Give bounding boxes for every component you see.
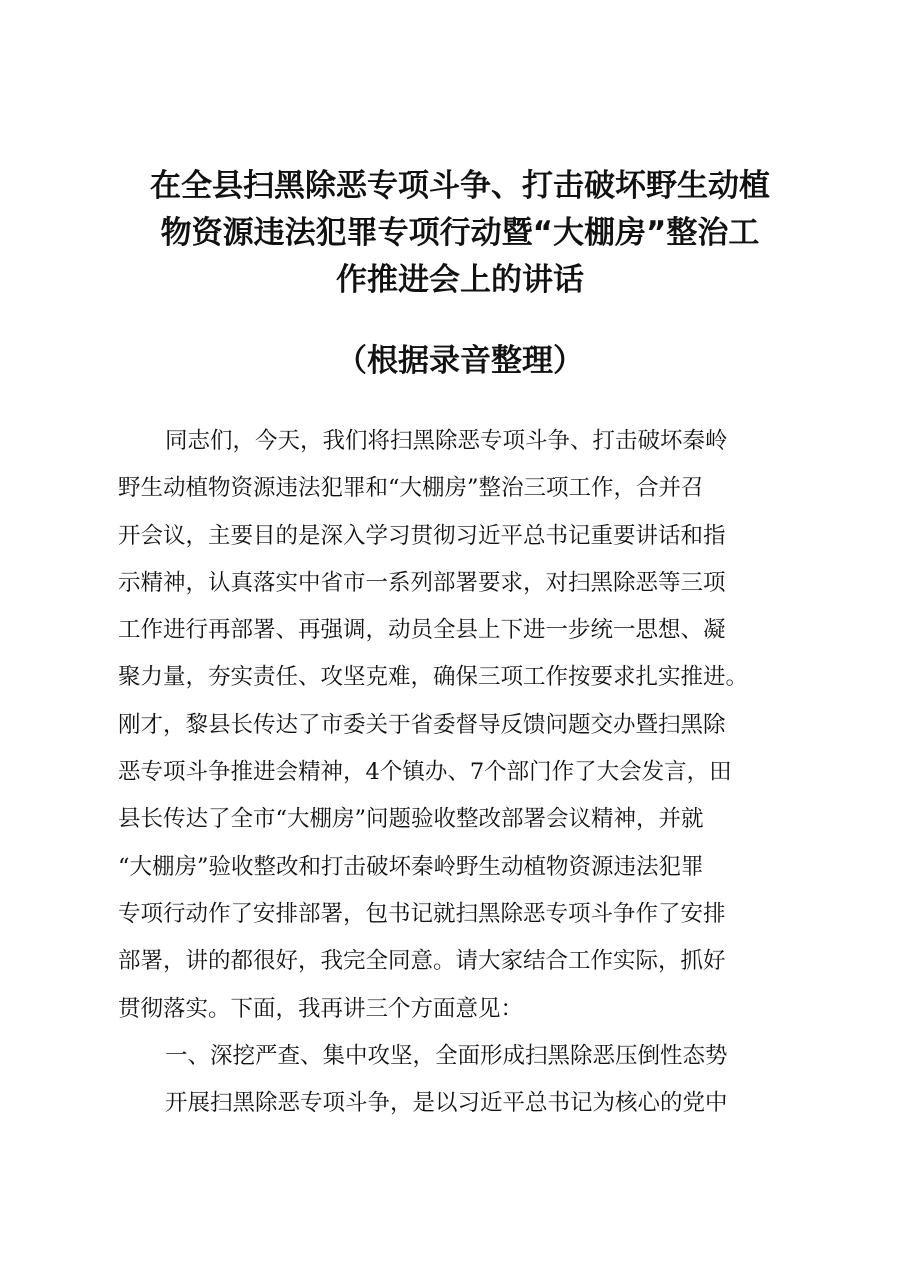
title-line: 在全县扫黑除恶专项斗争、打击破坏野生动植 [150,168,770,204]
title-line: 物资源违法犯罪专项行动暨“大棚房”整治工 [160,215,760,251]
body-line: 示精神，认真落实中省市一系列部署要求，对扫黑除恶等三项 [118,569,726,596]
document-subtitle: （根据录音整理） [336,343,584,379]
body-line: 野生动植物资源违法犯罪和“大棚房”整治三项工作，合并召 [118,475,704,502]
document-title [110,163,810,304]
document-body [118,418,818,1127]
section-heading: 一、深挖严查、集中攻坚，全面形成扫黑除恶压倒性态势 [165,1042,728,1069]
body-line: 刚才，黎县长传达了市委关于省委督导反馈问题交办暨扫黑除 [118,711,726,738]
body-line: 工作进行再部署、再强调，动员全县上下进一步统一思想、凝 [118,617,726,644]
body-line: 恶专项斗争推进会精神，4个镇办、7个部门作了大会发言，田 [118,759,732,786]
body-line: 聚力量，夯实责任、攻坚克难，确保三项工作按要求扎实推进。 [118,664,749,691]
body-line: 部署，讲的都很好，我完全同意。请大家结合工作实际，抓好 [118,948,726,975]
body-line: “大棚房”验收整改和打击破坏秦岭野生动植物资源违法犯罪 [118,853,704,880]
body-line: 开会议，主要目的是深入学习贯彻习近平总书记重要讲话和指 [118,522,726,549]
body-line: 县长传达了全市“大棚房”问题验收整改部署会议精神，并就 [118,806,704,833]
body-line: 贯彻落实。下面，我再讲三个方面意见： [118,995,524,1022]
body-line: 同志们，今天，我们将扫黑除恶专项斗争、打击破坏秦岭 [165,428,728,454]
title-line: 作推进会上的讲话 [336,262,584,298]
body-line: 开展扫黑除恶专项斗争，是以习近平总书记为核心的党中 [165,1090,728,1117]
body-line: 专项行动作了安排部署，包书记就扫黑除恶专项斗争作了安排 [118,900,726,927]
